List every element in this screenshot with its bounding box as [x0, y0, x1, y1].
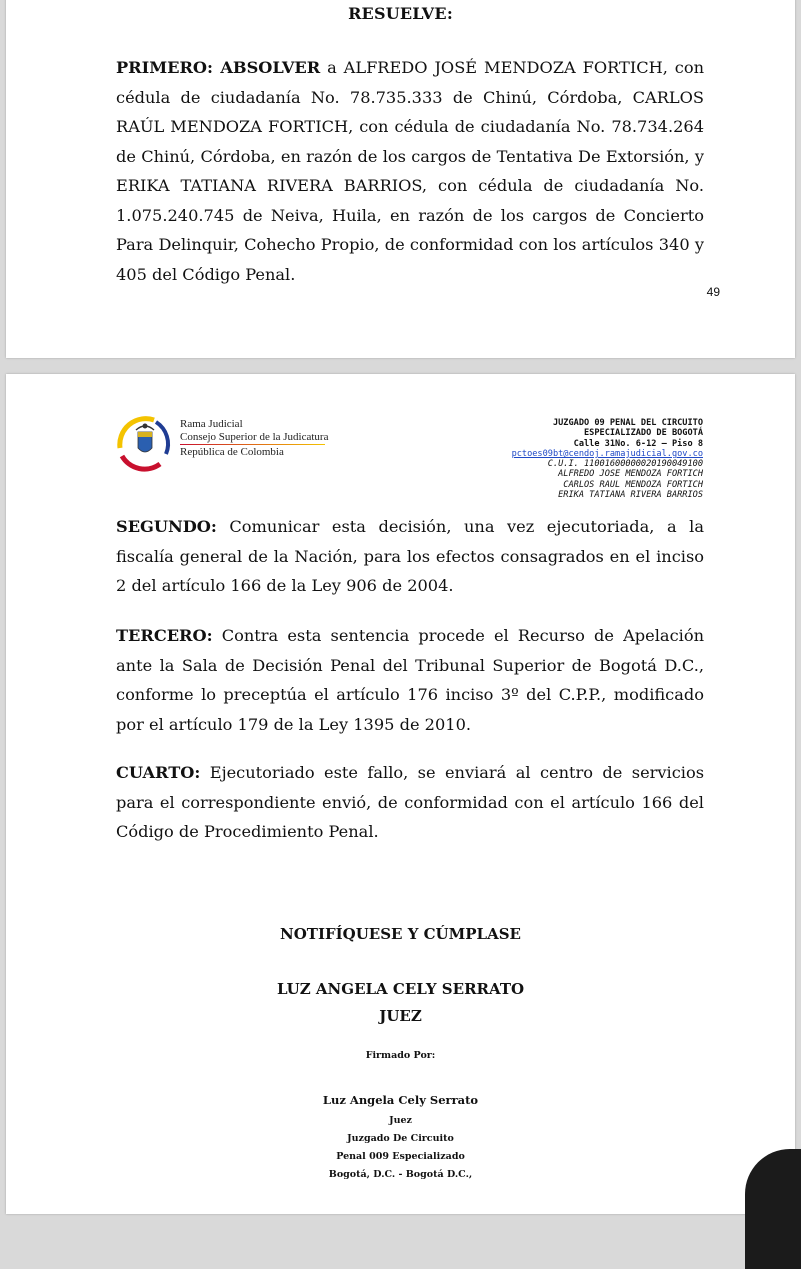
signer-role: Juez [389, 1115, 412, 1126]
resuelve-heading: RESUELVE: [348, 4, 453, 23]
tercero-paragraph [116, 621, 704, 739]
signer-location: Bogotá, D.C. - Bogotá D.C., [328, 1169, 473, 1180]
institution-line1: Rama Judicial [180, 418, 243, 430]
tercero-text: Contra esta sentencia procede el Recurso de Apelación ante la Sala de Decisión Penal del Tribunal Superior de Bogotá D.C., conforme lo preceptúa el artículo 176 inciso 3º del C.P.P., modificado por el artículo 179 de la Ley 1395 de 2010. [116, 626, 704, 734]
party-2: CARLOS RAUL MENDOZA FORTICH [563, 479, 703, 490]
document-page-50 [6, 374, 795, 1214]
signer-court: Juzgado De Circuito [347, 1133, 454, 1144]
signer-name: Luz Angela Cely Serrato [322, 1093, 479, 1107]
primero-label: PRIMERO: ABSOLVER [116, 58, 321, 77]
institution-line2: Consejo Superior de la Judicatura [180, 430, 329, 443]
party-3: ERIKA TATIANA RIVERA BARRIOS [558, 490, 703, 501]
institution-block [180, 418, 328, 459]
court-email-link[interactable]: pctoes09bt@cendoj.ramajudicial.gov.co [511, 448, 703, 459]
court-name-line2: ESPECIALIZADO DE BOGOTÁ [584, 428, 703, 439]
court-header-block [512, 418, 703, 500]
judge-name: LUZ ANGELA CELY SERRATO [276, 980, 525, 998]
colombia-coat-of-arms-logo [114, 412, 174, 476]
judge-title: JUEZ [379, 1007, 422, 1025]
cuarto-paragraph [116, 758, 704, 847]
segundo-label: SEGUNDO: [116, 517, 217, 536]
institution-rule [180, 444, 325, 445]
page-number: 49 [706, 285, 720, 299]
tercero-label: TERCERO: [116, 626, 213, 645]
signed-by-label: Firmado Por: [365, 1050, 436, 1061]
court-name-line1: JUZGADO 09 PENAL DEL CIRCUITO [552, 418, 703, 428]
document-page-49 [6, 0, 795, 358]
segundo-paragraph [116, 512, 704, 601]
cuarto-text: Ejecutoriado este fallo, se enviará al centro de servicios para el correspondiente envió, de conformidad con el artículo 166 del Código de Procedimiento Penal. [116, 763, 704, 841]
cuarto-label: CUARTO: [116, 763, 201, 782]
segundo-text: Comunicar esta decisión, una vez ejecutoriada, a la fiscalía general de la Nación, para los efectos consagrados en el inciso 2 del artículo 166 de la Ley 906 de 2004. [116, 517, 704, 595]
primero-text: a ALFREDO JOSÉ MENDOZA FORTICH, con cédula de ciudadanía No. 78.735.333 de Chinú, Córdoba, CARLOS RAÚL MENDOZA FORTICH, con cédula de ciudadanía No. 78.734.264 de Chinú, Córdoba, en razón de los cargos de Tentativa De Extorsión, y ERIKA TATIANA RIVERA BARRIOS, con cédula de ciudadanía No. 1.075.240.745 de Neiva, Huila, en razón de los cargos de Concierto Para Delinquir, Cohecho Propio, de conformidad con los artículos 340 y 405 del Código Penal. [116, 58, 704, 284]
signer-division: Penal 009 Especializado [336, 1151, 465, 1162]
institution-line3: República de Colombia [180, 446, 284, 458]
dark-corner-overlay [745, 1149, 801, 1269]
case-cui: C.U.I. 11001600000020190049100 [547, 459, 703, 470]
closing-formula: NOTIFÍQUESE Y CÚMPLASE [280, 925, 521, 943]
primero-paragraph [116, 53, 704, 289]
party-1: ALFREDO JOSE MENDOZA FORTICH [558, 469, 703, 480]
court-address: Calle 31No. 6-12 – Piso 8 [573, 438, 703, 449]
